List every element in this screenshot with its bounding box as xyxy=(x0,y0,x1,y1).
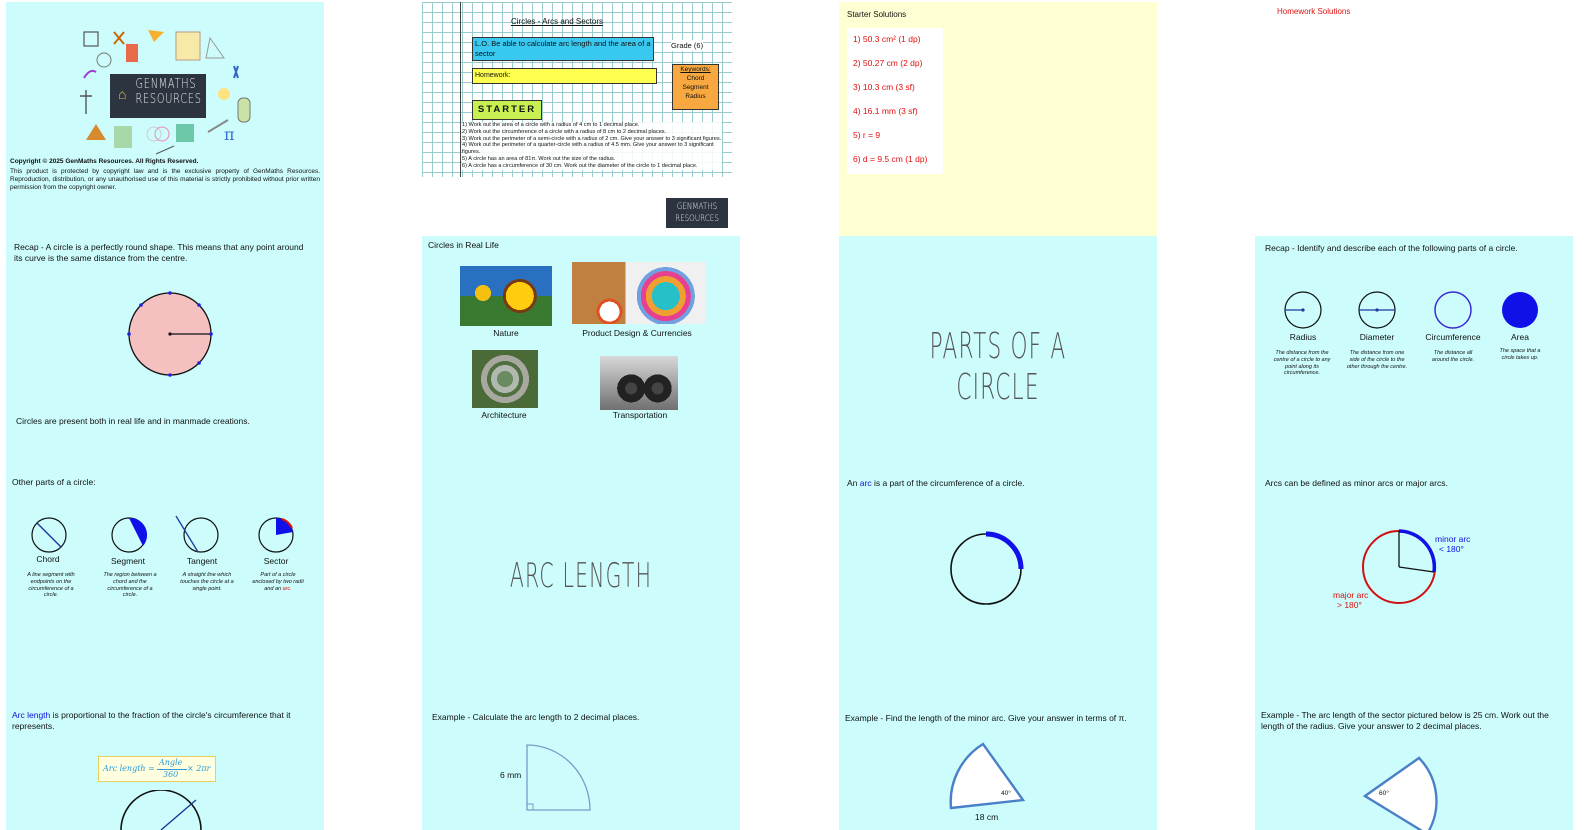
example2-angle: 40° xyxy=(1001,790,1011,797)
quarter-circle-diagram xyxy=(522,740,602,820)
sector-diagram xyxy=(943,738,1043,818)
arc-diagram xyxy=(941,524,1031,614)
answer-item: 1) 50.3 cm² (1 dp) xyxy=(853,34,921,44)
real-life-heading: Circles in Real Life xyxy=(428,240,499,250)
slide-arc-definition[interactable] xyxy=(839,472,1157,709)
arc-length-title: ARC LENGTH xyxy=(509,556,653,596)
product-design-photo xyxy=(572,262,706,324)
sector-desc-text: Part of a circle enclosed by two radii and an xyxy=(252,572,304,592)
starter-solutions-heading: Starter Solutions xyxy=(847,10,907,19)
slide-recap-circle[interactable] xyxy=(6,236,324,473)
transportation-photo xyxy=(600,356,678,410)
keywords-title: Keywords: xyxy=(680,66,711,73)
question-item: 3) Work out the perimeter of a semi-circle with a radius of 2 cm. Give your answer to 3 significant figures. xyxy=(462,135,722,142)
part-desc-circumference: The distance all around the circle. xyxy=(1431,350,1475,363)
copyright-body: This product is protected by copyright law and is the exclusive property of GenMaths Resources. Reproduction, distribution, or any unauthorised use of this material is strictly prohibited without prior written permission from the copyright owner. xyxy=(10,168,320,191)
part-desc-segment: The region between a chord and the circumference of a circle. xyxy=(103,572,157,599)
slide-other-parts[interactable] xyxy=(6,472,324,709)
logo-line1: GENMATHS xyxy=(135,77,197,92)
answer-item: 6) d = 9.5 cm (1 dp) xyxy=(853,154,928,164)
genmaths-logo-small xyxy=(666,198,728,228)
question-item: 6) A circle has a circumference of 30 cm. Work out the diameter of the circle to 1 decimal place. xyxy=(462,162,698,169)
arc-length-text: is proportional to the fraction of the circle's circumference that it represents. xyxy=(12,710,291,731)
part-desc-radius: The distance from the centre of a circle to any point along its circumference. xyxy=(1273,350,1331,377)
logo-line2: RESOURCES xyxy=(135,92,202,107)
recap-parts-heading: Recap - Identify and describe each of the following parts of a circle. xyxy=(1265,243,1518,253)
copyright-heading: Copyright © 2025 GenMaths Resources. All Rights Reserved. xyxy=(10,158,199,165)
part-desc-tangent: A straight line which touches the circle at a single point. xyxy=(180,572,234,592)
slide-example-arc-length[interactable] xyxy=(422,708,740,830)
parts-of-circle-title: PARTS OF A CIRCLE xyxy=(929,326,1067,408)
question-item: 2) Work out the circumference of a circle with a radius of 8 cm to 2 decimal places. xyxy=(462,128,667,135)
example2-radius-label: 18 cm xyxy=(975,812,999,822)
part-desc-chord: A line segment with endpoints on the circumference of a circle. xyxy=(27,572,75,599)
keyword-item: Radius xyxy=(685,93,706,100)
logo-line1: GENMATHS xyxy=(676,202,718,212)
caption-transportation: Transportation xyxy=(612,410,668,420)
answer-item: 4) 16.1 mm (3 sf) xyxy=(853,106,918,116)
logo-line2: RESOURCES xyxy=(675,214,719,224)
arc-length-definition xyxy=(12,710,308,732)
answers-box xyxy=(847,28,943,174)
formula-lhs: Arc length = xyxy=(103,764,155,773)
genmaths-logo xyxy=(110,74,206,118)
arc-length-term: Arc length xyxy=(12,710,51,720)
example1-heading: Example - Calculate the arc length to 2 decimal places. xyxy=(432,712,640,722)
slide-arc-length-formula[interactable] xyxy=(6,708,324,830)
part-label-tangent: Tangent xyxy=(186,556,218,566)
learning-objective: L.O. Be able to calculate arc length and the area of a sector xyxy=(472,37,654,61)
answer-item: 5) r = 9 xyxy=(853,130,881,140)
major-arc-condition: > 180° xyxy=(1337,600,1362,610)
nature-photo xyxy=(460,266,552,326)
slide-minor-major-arcs[interactable] xyxy=(1255,472,1573,709)
caption-nature: Nature xyxy=(493,328,519,338)
arc-def-post: is a part of the circumference of a circle. xyxy=(871,478,1025,488)
grade-label: Grade (6) xyxy=(671,41,704,50)
part-label-chord: Chord xyxy=(36,554,60,564)
major-arc-label: major arc xyxy=(1333,590,1369,600)
partial-circle-diagram xyxy=(106,790,226,830)
keywords-box xyxy=(672,64,719,110)
formula-box xyxy=(98,756,216,782)
sector-60-diagram xyxy=(1355,750,1475,830)
slide-parts-of-circle-title[interactable] xyxy=(839,236,1157,473)
circle-diagram xyxy=(120,284,220,384)
answer-item: 3) 10.3 cm (3 sf) xyxy=(853,82,915,92)
keyword-item: Chord xyxy=(686,75,705,82)
starter-questions xyxy=(462,122,722,170)
slide-title-copyright[interactable] xyxy=(6,2,324,239)
margin-line xyxy=(460,2,461,177)
recap-text: Recap - A circle is a perfectly round shape. This means that any point around its curve is the same distance from the centre. xyxy=(14,242,304,263)
slide-arc-length-title[interactable] xyxy=(422,472,740,709)
caption-architecture: Architecture xyxy=(481,410,527,420)
minor-arc-condition: < 180° xyxy=(1439,544,1464,554)
slide-homework-solutions[interactable] xyxy=(1255,2,1573,239)
other-parts-heading: Other parts of a circle: xyxy=(12,477,96,487)
example3-heading: Example - The arc length of the sector pictured below is 25 cm. Work out the length of the radius. Give your answer to 2 decimal places. xyxy=(1261,710,1549,731)
circles-present-note: Circles are present both in real life and in manmade creations. xyxy=(16,416,250,426)
architecture-photo xyxy=(472,350,538,408)
part-desc-area: The space that a circle takes up. xyxy=(1499,348,1541,361)
question-item: 1) Work out the area of a circle with a radius of 4 cm to 1 decimal place. xyxy=(462,122,640,128)
starter-banner: STARTER xyxy=(472,100,542,120)
part-label-segment: Segment xyxy=(110,556,146,566)
slide-circles-real-life[interactable] xyxy=(422,236,740,473)
example2-heading: Example - Find the length of the minor arc. Give your answer in terms of π. xyxy=(845,713,1127,723)
question-item: 5) A circle has an area of 81π. Work out the size of the radius. xyxy=(462,155,616,162)
slide-lesson-starter[interactable] xyxy=(422,2,740,239)
part-desc-diameter: The distance from one side of the circle to the other through the centre. xyxy=(1346,350,1408,370)
arcs-heading: Arcs can be defined as minor arcs or major arcs. xyxy=(1265,478,1448,488)
slide-example-minor-arc[interactable] xyxy=(839,708,1157,830)
formula-numerator: Angle xyxy=(159,758,183,767)
answer-item: 2) 50.27 cm (2 dp) xyxy=(853,58,923,68)
part-label-circumference: Circumference xyxy=(1425,332,1481,342)
sector-desc-arc-word: arc. xyxy=(282,585,292,592)
part-desc-sector xyxy=(252,572,304,592)
homework-solutions-heading: Homework Solutions xyxy=(1277,7,1351,16)
formula-rhs: × 2πr xyxy=(187,764,211,773)
logo-hat-icon: ⌂ xyxy=(118,87,127,103)
slide-example-radius[interactable] xyxy=(1255,708,1573,830)
part-label-radius: Radius xyxy=(1289,332,1317,342)
part-label-area: Area xyxy=(1511,332,1529,342)
svg-text:π: π xyxy=(224,125,235,144)
arc-definition-text xyxy=(847,478,1025,489)
slide-starter-solutions[interactable] xyxy=(839,2,1157,239)
example3-angle: 60° xyxy=(1379,790,1389,797)
part-label-sector: Sector xyxy=(263,556,289,566)
part-label-diameter: Diameter xyxy=(1359,332,1395,342)
homework-box: Homework: xyxy=(472,68,657,84)
minor-arc-label: minor arc xyxy=(1435,534,1471,544)
formula-denominator: 360 xyxy=(163,770,179,779)
caption-product-design: Product Design & Currencies xyxy=(582,328,692,338)
arc-def-term: arc xyxy=(859,478,872,488)
lesson-title: Circles - Arcs and Sectors xyxy=(510,17,604,26)
question-item: 4) Work out the perimeter of a quarter-circle with a radius of 4.5 mm. Give your answer to 3 significant figures. xyxy=(462,142,714,156)
example1-radius-label: 6 mm xyxy=(500,770,522,780)
arc-def-pre: An xyxy=(847,478,860,488)
slide-recap-parts[interactable] xyxy=(1255,236,1573,473)
keyword-item: Segment xyxy=(682,84,709,91)
